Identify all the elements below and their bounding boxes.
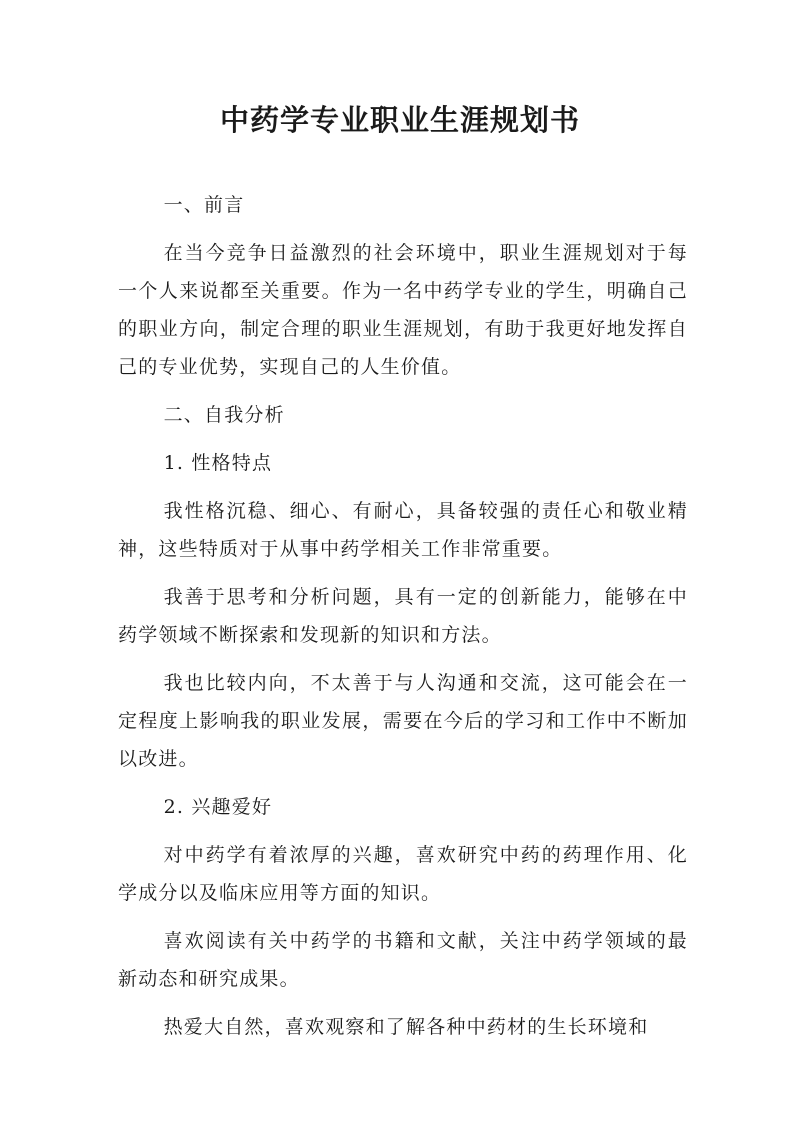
paragraph-personality-1: 我性格沉稳、细心、有耐心，具备较强的责任心和敬业精神，这些特质对于从事中药学相关工作非常重要。 xyxy=(118,500,688,560)
section-heading-preface: 一、前言 xyxy=(163,194,245,216)
section-heading-self-analysis: 二、自我分析 xyxy=(163,404,285,426)
paragraph-interests-2: 喜欢阅读有关中药学的书籍和文献，关注中药学领域的最新动态和研究成果。 xyxy=(118,930,688,990)
document-title: 中药学专业职业生涯规划书 xyxy=(219,103,580,137)
subsection-heading-personality: 1. 性格特点 xyxy=(163,452,273,474)
paragraph-interests-3: 热爱大自然，喜欢观察和了解各种中药材的生长环境和 xyxy=(163,1016,649,1038)
paragraph-personality-2: 我善于思考和分析问题，具有一定的创新能力，能够在中药学领域不断探索和发现新的知识和方法。 xyxy=(118,586,688,646)
subsection-heading-interests: 2. 兴趣爱好 xyxy=(163,796,273,818)
paragraph-personality-3: 我也比较内向，不太善于与人沟通和交流，这可能会在一定程度上影响我的职业发展，需要在今后的学习和工作中不断加以改进。 xyxy=(118,672,688,770)
paragraph-preface: 在当今竞争日益激烈的社会环境中，职业生涯规划对于每一个人来说都至关重要。作为一名中药学专业的学生，明确自己的职业方向，制定合理的职业生涯规划，有助于我更好地发挥自己的专业优势，实现自己的人生价值。 xyxy=(118,242,688,378)
paragraph-interests-1: 对中药学有着浓厚的兴趣，喜欢研究中药的药理作用、化学成分以及临床应用等方面的知识。 xyxy=(118,844,688,904)
document-body xyxy=(118,186,688,1046)
